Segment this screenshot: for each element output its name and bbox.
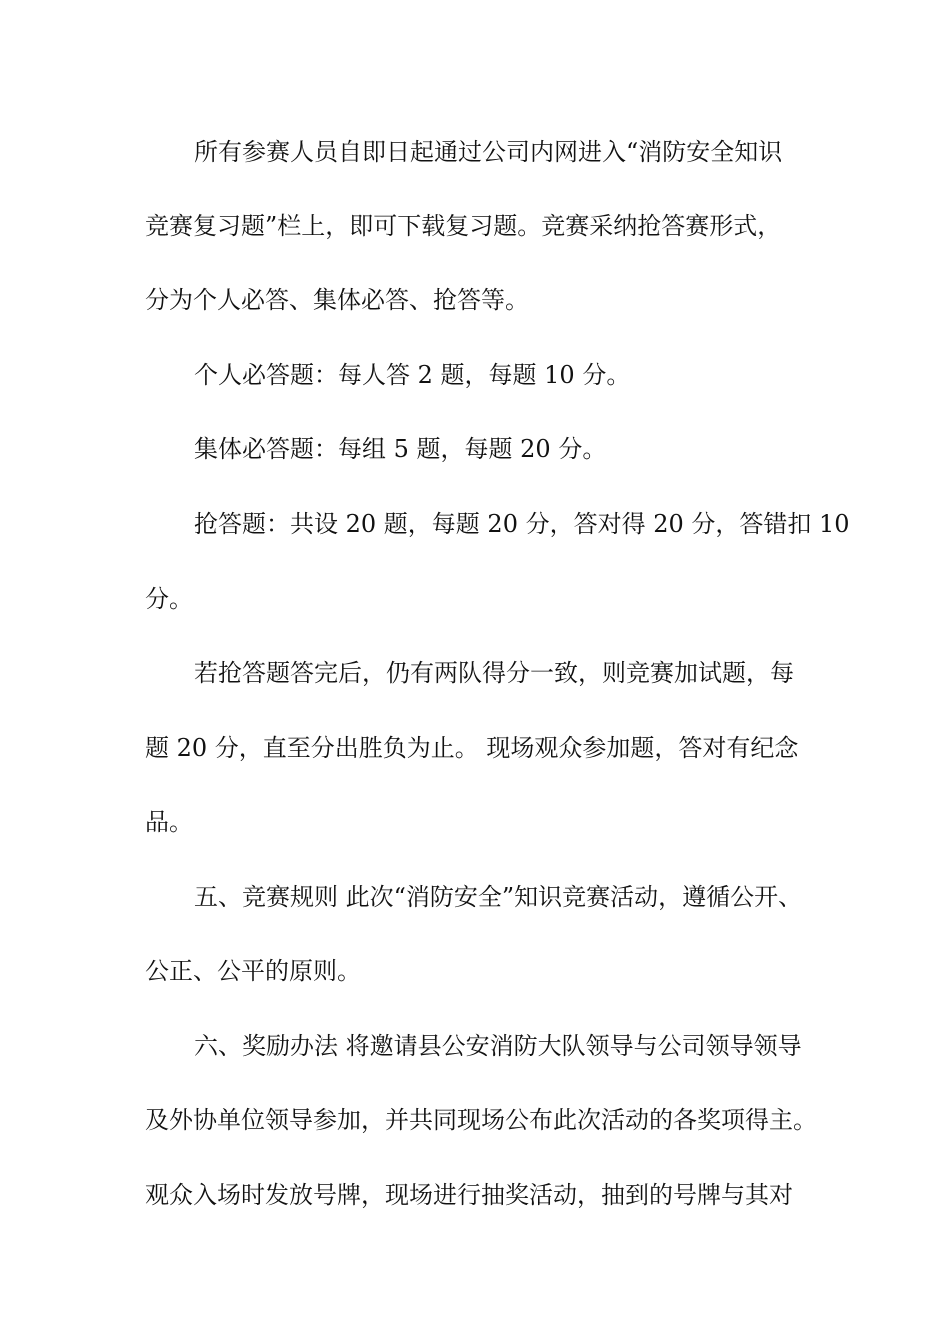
- text-line: 抢答题：共设 20 题，每题 20 分，答对得 20 分，答错扣 10: [194, 510, 850, 538]
- text-line: 及外协单位领导参加，并共同现场公布此次活动的各奖项得主。: [145, 1106, 817, 1134]
- text-line: 分。: [145, 585, 193, 613]
- text-line: 所有参赛人员自即日起通过公司内网进入“消防安全知识: [194, 138, 783, 166]
- text-line: 竞赛复习题”栏上，即可下载复习题。竞赛采纳抢答赛形式，: [145, 212, 782, 240]
- text-line: 五、竞赛规则 此次“消防安全”知识竞赛活动，遵循公开、: [194, 883, 803, 911]
- text-line: 集体必答题：每组 5 题，每题 20 分。: [194, 435, 607, 463]
- text-line: 六、奖励办法 将邀请县公安消防大队领导与公司领导领导: [194, 1032, 802, 1060]
- text-line: 观众入场时发放号牌，现场进行抽奖活动，抽到的号牌与其对: [145, 1181, 793, 1209]
- text-line: 品。: [145, 808, 193, 836]
- text-line: 公正、公平的原则。: [145, 957, 361, 985]
- text-line: 分为个人必答、集体必答、抢答等。: [145, 286, 529, 314]
- text-line: 题 20 分，直至分出胜负为止。 现场观众参加题，答对有纪念: [145, 734, 799, 762]
- text-line: 个人必答题：每人答 2 题，每题 10 分。: [194, 361, 631, 389]
- text-line: 若抢答题答完后，仍有两队得分一致，则竞赛加试题，每: [194, 659, 794, 687]
